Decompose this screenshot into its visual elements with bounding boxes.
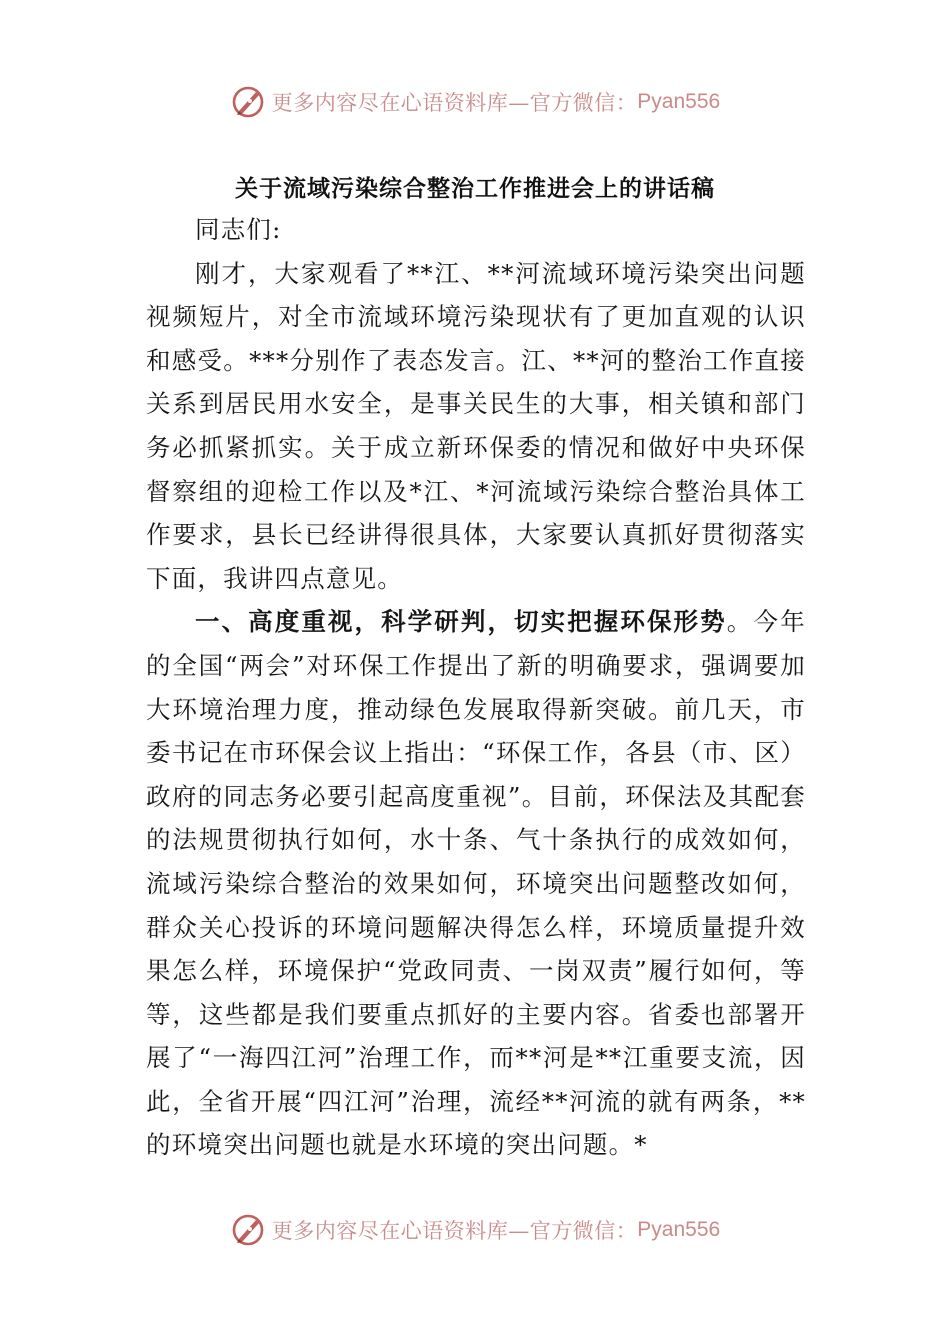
watermark-wechat-id: Pyan556 (637, 90, 721, 113)
section-1-heading: 一、高度重视，科学研判，切实把握环保形势 (195, 607, 727, 637)
pen-circle-icon (230, 84, 266, 120)
watermark-text: 更多内容尽在心语资料库—官方微信： (271, 1219, 638, 1243)
paragraph-section-1 (146, 600, 806, 1167)
document-title: 关于流域污染综合整治工作推进会上的讲话稿 (235, 176, 715, 202)
pen-circle-icon (230, 1212, 266, 1248)
watermark-wechat-id: Pyan556 (637, 1218, 721, 1241)
watermark-text: 更多内容尽在心语资料库—官方微信： (271, 91, 638, 115)
document-body (146, 208, 806, 1167)
paragraph-intro: 刚才，大家观看了**江、**河流域环境污染突出问题视频短片，对全市流域环境污染现状有了更加直观的认识和感受。***分别作了表态发言。江、**河的整治工作直接关系到居民用水安全，是事关民生的大事，相关镇和部门务必抓紧抓实。关于成立新环保委的情况和做好中央环保督察组的迎检工作以及*江、*河流域污染综合整治具体工作要求，县长已经讲得很具体，大家要认真抓好贯彻落实下面，我讲四点意见。 (146, 258, 806, 593)
watermark-footer (0, 1208, 950, 1252)
watermark-header (0, 80, 950, 124)
section-1-text: 。今年的全国“两会”对环保工作提出了新的明确要求，强调要加大环境治理力度，推动绿色发展取得新突破。前几天，市委书记在市环保会议上指出：“环保工作，各县（市、区）政府的同志务必要引起高度重视”。目前，环保法及其配套的法规贯彻执行如何，水十条、气十条执行的成效如何，流域污染综合整治的效果如何，环境突出问题整改如何，群众关心投诉的环境问题解决得怎么样，环境质量提升效果怎么样，环境保护“党政同责、一岗双责”履行如何，等等，这些都是我们要重点抓好的主要内容。省委也部署开展了“一海四江河”治理工作，而**河是**江重要支流，因此，全省开展“四江河”治理，流经**河流的就有两条，**的环境突出问题也就是水环境的突出问题。* (146, 607, 806, 1160)
salutation: 同志们: (195, 215, 282, 244)
